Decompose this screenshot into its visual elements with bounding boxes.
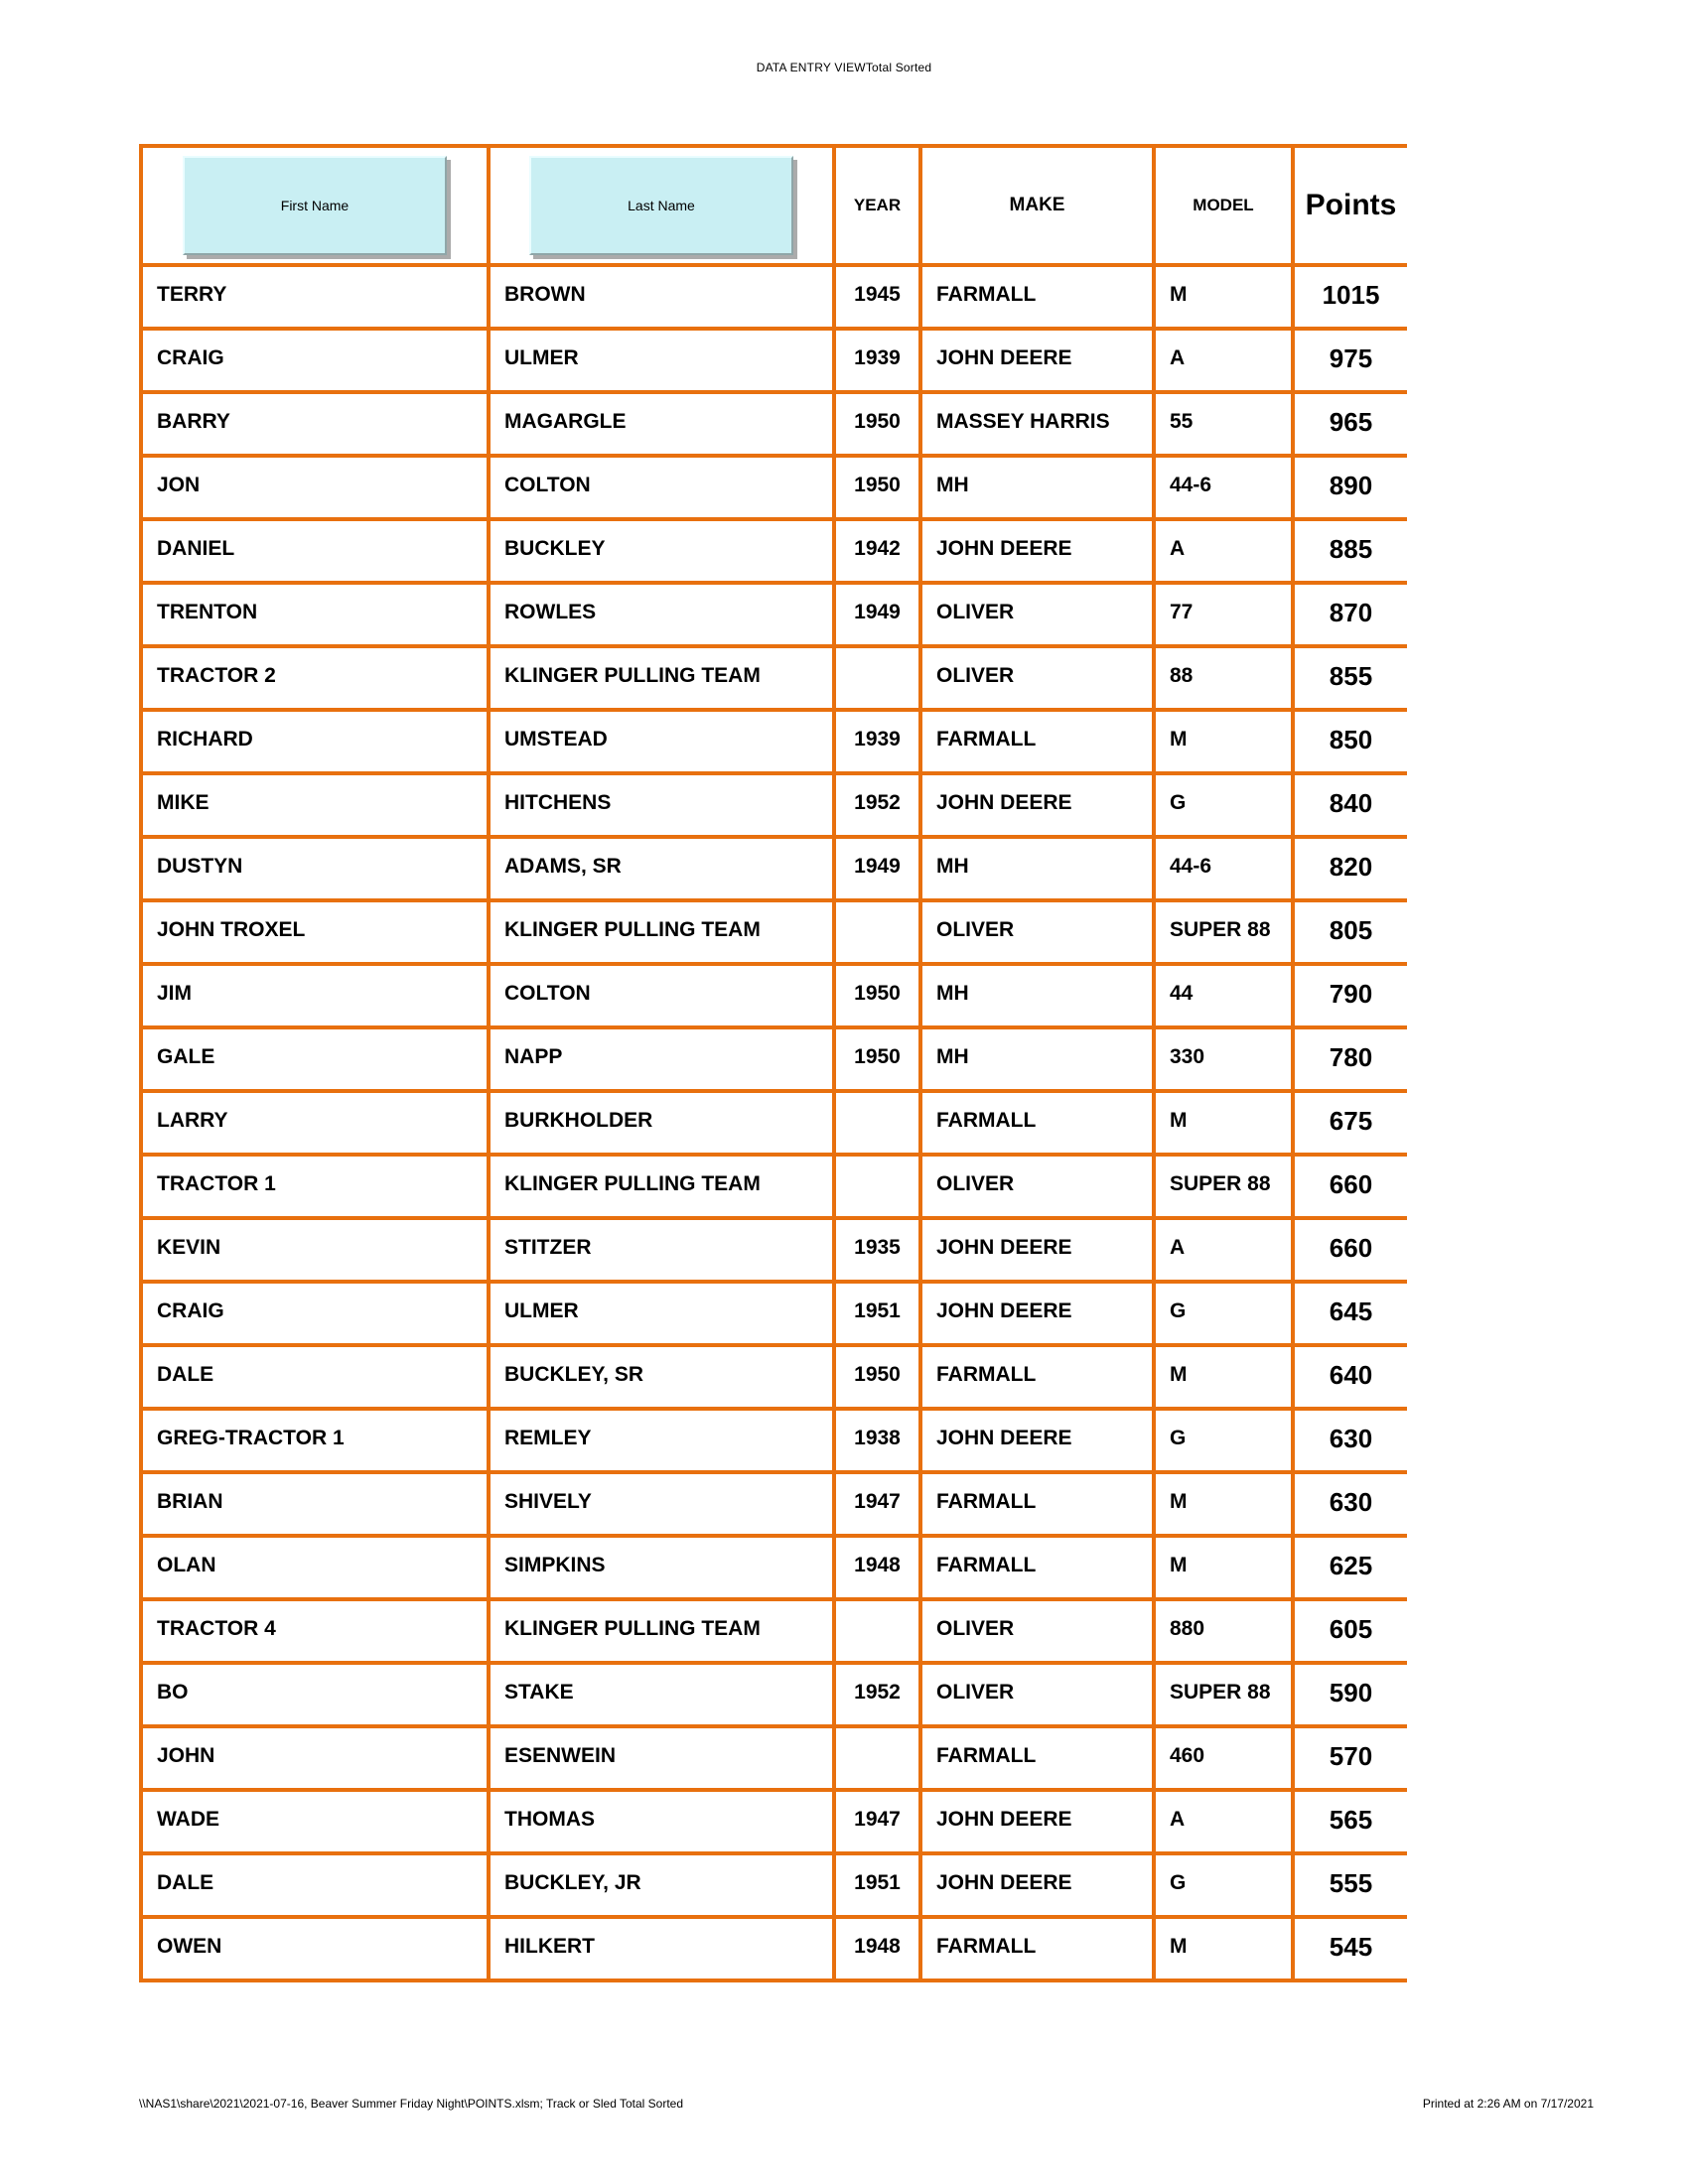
cell-make: JOHN DEERE: [920, 1853, 1154, 1917]
cell-first-name: BRIAN: [141, 1472, 489, 1536]
cell-year: 1935: [834, 1218, 920, 1282]
cell-year: 1951: [834, 1282, 920, 1345]
cell-points: 640: [1293, 1345, 1407, 1409]
table-row: [141, 710, 1407, 773]
cell-last-name: KLINGER PULLING TEAM: [489, 1155, 834, 1218]
footer-printed-timestamp: Printed at 2:26 AM on 7/17/2021: [1422, 2097, 1594, 2111]
cell-last-name: ADAMS, SR: [489, 837, 834, 900]
cell-make: OLIVER: [920, 1663, 1154, 1726]
table-row: [141, 1663, 1407, 1726]
cell-year: 1950: [834, 1027, 920, 1091]
cell-year: 1947: [834, 1472, 920, 1536]
table-row: [141, 265, 1407, 329]
cell-last-name: COLTON: [489, 964, 834, 1027]
cell-last-name: BUCKLEY, SR: [489, 1345, 834, 1409]
table-row: [141, 646, 1407, 710]
cell-last-name: KLINGER PULLING TEAM: [489, 1599, 834, 1663]
cell-last-name: KLINGER PULLING TEAM: [489, 900, 834, 964]
table-row: [141, 1282, 1407, 1345]
cell-model: A: [1154, 1218, 1293, 1282]
cell-model: G: [1154, 773, 1293, 837]
table-row: [141, 519, 1407, 583]
cell-last-name: BURKHOLDER: [489, 1091, 834, 1155]
cell-make: OLIVER: [920, 900, 1154, 964]
cell-points: 570: [1293, 1726, 1407, 1790]
cell-year: 1949: [834, 583, 920, 646]
cell-make: FARMALL: [920, 1917, 1154, 1980]
cell-year: 1939: [834, 329, 920, 392]
cell-points: 790: [1293, 964, 1407, 1027]
cell-year: [834, 1091, 920, 1155]
cell-year: 1950: [834, 456, 920, 519]
cell-last-name: ULMER: [489, 1282, 834, 1345]
footer-file-path: \\NAS1\share\2021\2021-07-16, Beaver Summer Friday Night\POINTS.xlsm; Track or Sled Total Sorted: [139, 2097, 684, 2111]
cell-make: FARMALL: [920, 1536, 1154, 1599]
cell-last-name: SHIVELY: [489, 1472, 834, 1536]
first-name-button-label: First Name: [280, 198, 350, 213]
cell-first-name: TRACTOR 4: [141, 1599, 489, 1663]
cell-make: OLIVER: [920, 646, 1154, 710]
cell-last-name: HILKERT: [489, 1917, 834, 1980]
cell-first-name: BARRY: [141, 392, 489, 456]
cell-make: JOHN DEERE: [920, 519, 1154, 583]
cell-points: 820: [1293, 837, 1407, 900]
cell-make: FARMALL: [920, 710, 1154, 773]
cell-make: MH: [920, 964, 1154, 1027]
cell-points: 780: [1293, 1027, 1407, 1091]
results-table: [139, 144, 1407, 1982]
cell-model: 330: [1154, 1027, 1293, 1091]
cell-first-name: TRACTOR 2: [141, 646, 489, 710]
table-row: [141, 1917, 1407, 1980]
table-row: [141, 1409, 1407, 1472]
cell-points: 675: [1293, 1091, 1407, 1155]
cell-year: 1952: [834, 773, 920, 837]
cell-first-name: DUSTYN: [141, 837, 489, 900]
cell-model: 44-6: [1154, 837, 1293, 900]
cell-first-name: WADE: [141, 1790, 489, 1853]
cell-make: JOHN DEERE: [920, 329, 1154, 392]
cell-year: [834, 1155, 920, 1218]
cell-first-name: OWEN: [141, 1917, 489, 1980]
table-row: [141, 773, 1407, 837]
table-row: [141, 1536, 1407, 1599]
cell-model: SUPER 88: [1154, 900, 1293, 964]
table-row: [141, 837, 1407, 900]
cell-year: 1948: [834, 1536, 920, 1599]
cell-points: 625: [1293, 1536, 1407, 1599]
cell-year: 1950: [834, 964, 920, 1027]
cell-last-name: COLTON: [489, 456, 834, 519]
cell-first-name: KEVIN: [141, 1218, 489, 1282]
cell-make: FARMALL: [920, 1091, 1154, 1155]
cell-first-name: JOHN: [141, 1726, 489, 1790]
cell-points: 850: [1293, 710, 1407, 773]
cell-year: 1950: [834, 1345, 920, 1409]
cell-year: 1948: [834, 1917, 920, 1980]
cell-year: 1947: [834, 1790, 920, 1853]
first-name-sort-button[interactable]: [183, 156, 448, 255]
cell-model: M: [1154, 710, 1293, 773]
cell-points: 590: [1293, 1663, 1407, 1726]
cell-first-name: JOHN TROXEL: [141, 900, 489, 964]
cell-points: 805: [1293, 900, 1407, 964]
table-row: [141, 964, 1407, 1027]
cell-last-name: ROWLES: [489, 583, 834, 646]
cell-make: MH: [920, 837, 1154, 900]
table-row: [141, 456, 1407, 519]
cell-first-name: DANIEL: [141, 519, 489, 583]
cell-last-name: BROWN: [489, 265, 834, 329]
cell-make: OLIVER: [920, 1155, 1154, 1218]
cell-make: OLIVER: [920, 583, 1154, 646]
table-row: [141, 1853, 1407, 1917]
cell-first-name: CRAIG: [141, 329, 489, 392]
cell-model: 44: [1154, 964, 1293, 1027]
cell-points: 660: [1293, 1218, 1407, 1282]
cell-model: 88: [1154, 646, 1293, 710]
table-row: [141, 392, 1407, 456]
make-header-label: MAKE: [1009, 195, 1065, 215]
cell-model: M: [1154, 1536, 1293, 1599]
cell-model: 77: [1154, 583, 1293, 646]
cell-points: 975: [1293, 329, 1407, 392]
cell-year: 1945: [834, 265, 920, 329]
cell-make: JOHN DEERE: [920, 1409, 1154, 1472]
table-row: [141, 1726, 1407, 1790]
table-row: [141, 1790, 1407, 1853]
cell-year: 1942: [834, 519, 920, 583]
table-row: [141, 583, 1407, 646]
cell-last-name: UMSTEAD: [489, 710, 834, 773]
last-name-header-cell: [489, 146, 834, 265]
cell-model: SUPER 88: [1154, 1663, 1293, 1726]
table-row: [141, 1599, 1407, 1663]
cell-year: [834, 646, 920, 710]
cell-last-name: SIMPKINS: [489, 1536, 834, 1599]
cell-make: FARMALL: [920, 1345, 1154, 1409]
cell-model: 460: [1154, 1726, 1293, 1790]
cell-first-name: OLAN: [141, 1536, 489, 1599]
cell-points: 890: [1293, 456, 1407, 519]
cell-first-name: LARRY: [141, 1091, 489, 1155]
table-row: [141, 1155, 1407, 1218]
cell-points: 645: [1293, 1282, 1407, 1345]
points-header-label: Points: [1305, 189, 1397, 221]
cell-first-name: TRENTON: [141, 583, 489, 646]
cell-year: [834, 1599, 920, 1663]
cell-year: [834, 1726, 920, 1790]
year-header-cell: [834, 146, 920, 265]
last-name-button-label: Last Name: [628, 198, 695, 213]
cell-points: 855: [1293, 646, 1407, 710]
cell-model: A: [1154, 519, 1293, 583]
cell-model: A: [1154, 1790, 1293, 1853]
year-header-label: YEAR: [853, 196, 902, 214]
cell-model: M: [1154, 1917, 1293, 1980]
cell-last-name: KLINGER PULLING TEAM: [489, 646, 834, 710]
cell-year: 1952: [834, 1663, 920, 1726]
cell-model: 44-6: [1154, 456, 1293, 519]
cell-last-name: HITCHENS: [489, 773, 834, 837]
cell-points: 605: [1293, 1599, 1407, 1663]
cell-first-name: MIKE: [141, 773, 489, 837]
table-row: [141, 1472, 1407, 1536]
cell-make: FARMALL: [920, 265, 1154, 329]
cell-first-name: RICHARD: [141, 710, 489, 773]
cell-year: 1939: [834, 710, 920, 773]
cell-points: 840: [1293, 773, 1407, 837]
cell-make: FARMALL: [920, 1726, 1154, 1790]
cell-last-name: BUCKLEY, JR: [489, 1853, 834, 1917]
cell-make: MH: [920, 456, 1154, 519]
cell-first-name: BO: [141, 1663, 489, 1726]
table-row: [141, 329, 1407, 392]
table-row: [141, 1027, 1407, 1091]
table-row: [141, 1091, 1407, 1155]
cell-points: 965: [1293, 392, 1407, 456]
cell-points: 885: [1293, 519, 1407, 583]
cell-last-name: ULMER: [489, 329, 834, 392]
cell-last-name: REMLEY: [489, 1409, 834, 1472]
model-header-label: MODEL: [1193, 196, 1254, 214]
cell-year: 1949: [834, 837, 920, 900]
cell-make: JOHN DEERE: [920, 773, 1154, 837]
cell-make: JOHN DEERE: [920, 1218, 1154, 1282]
cell-first-name: JIM: [141, 964, 489, 1027]
print-header-title: DATA ENTRY VIEWTotal Sorted: [756, 61, 932, 74]
cell-last-name: THOMAS: [489, 1790, 834, 1853]
cell-points: 870: [1293, 583, 1407, 646]
cell-make: MASSEY HARRIS: [920, 392, 1154, 456]
points-header-cell: [1293, 146, 1407, 265]
cell-model: 55: [1154, 392, 1293, 456]
cell-model: M: [1154, 1472, 1293, 1536]
cell-first-name: GALE: [141, 1027, 489, 1091]
cell-make: JOHN DEERE: [920, 1790, 1154, 1853]
cell-year: 1950: [834, 392, 920, 456]
cell-last-name: BUCKLEY: [489, 519, 834, 583]
cell-first-name: GREG-TRACTOR 1: [141, 1409, 489, 1472]
cell-make: OLIVER: [920, 1599, 1154, 1663]
cell-year: 1951: [834, 1853, 920, 1917]
cell-model: M: [1154, 265, 1293, 329]
first-name-header-cell: [141, 146, 489, 265]
cell-model: M: [1154, 1091, 1293, 1155]
results-table-wrapper: [139, 144, 1407, 1982]
make-header-cell: [920, 146, 1154, 265]
cell-year: [834, 900, 920, 964]
table-row: [141, 1345, 1407, 1409]
cell-model: G: [1154, 1853, 1293, 1917]
cell-last-name: ESENWEIN: [489, 1726, 834, 1790]
cell-year: 1938: [834, 1409, 920, 1472]
cell-points: 555: [1293, 1853, 1407, 1917]
cell-make: JOHN DEERE: [920, 1282, 1154, 1345]
cell-model: G: [1154, 1409, 1293, 1472]
cell-model: M: [1154, 1345, 1293, 1409]
cell-last-name: NAPP: [489, 1027, 834, 1091]
cell-points: 1015: [1293, 265, 1407, 329]
cell-first-name: TRACTOR 1: [141, 1155, 489, 1218]
cell-points: 660: [1293, 1155, 1407, 1218]
cell-make: FARMALL: [920, 1472, 1154, 1536]
cell-first-name: TERRY: [141, 265, 489, 329]
cell-first-name: CRAIG: [141, 1282, 489, 1345]
cell-model: SUPER 88: [1154, 1155, 1293, 1218]
header-row: [141, 146, 1407, 265]
cell-first-name: DALE: [141, 1345, 489, 1409]
cell-points: 565: [1293, 1790, 1407, 1853]
cell-last-name: MAGARGLE: [489, 392, 834, 456]
cell-model: G: [1154, 1282, 1293, 1345]
cell-model: 880: [1154, 1599, 1293, 1663]
cell-last-name: STITZER: [489, 1218, 834, 1282]
cell-make: MH: [920, 1027, 1154, 1091]
cell-points: 630: [1293, 1409, 1407, 1472]
cell-first-name: JON: [141, 456, 489, 519]
cell-last-name: STAKE: [489, 1663, 834, 1726]
cell-points: 630: [1293, 1472, 1407, 1536]
cell-points: 545: [1293, 1917, 1407, 1980]
cell-model: A: [1154, 329, 1293, 392]
table-row: [141, 900, 1407, 964]
last-name-sort-button[interactable]: [529, 156, 792, 255]
table-row: [141, 1218, 1407, 1282]
model-header-cell: [1154, 146, 1293, 265]
cell-first-name: DALE: [141, 1853, 489, 1917]
